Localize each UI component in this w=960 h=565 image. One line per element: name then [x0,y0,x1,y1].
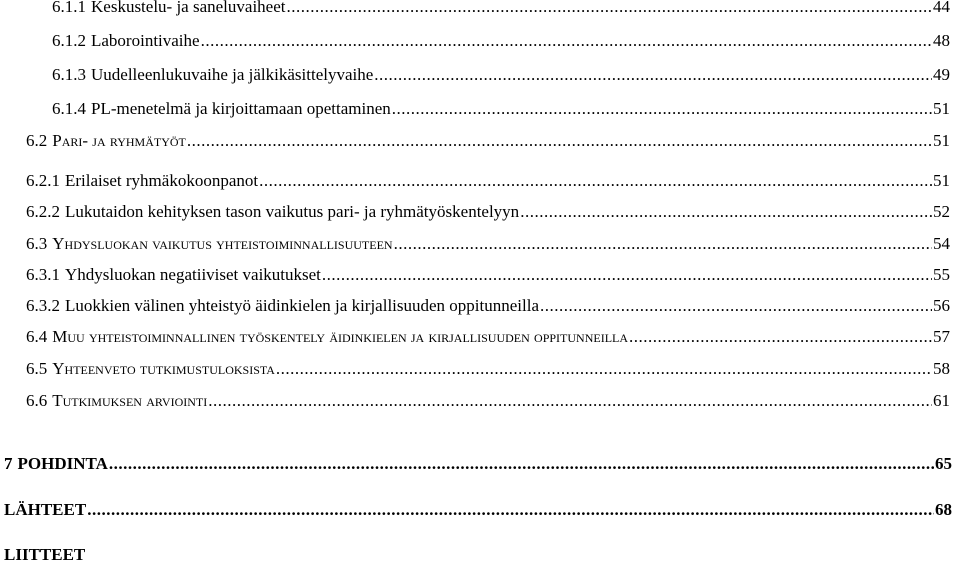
toc-entry-number: 6.3.1 [26,265,60,284]
toc-entry[interactable] [26,234,950,254]
toc-entry-page: 48 [933,31,950,50]
toc-entry-title: Pari- ja ryhmätyöt [52,131,186,150]
toc-entry[interactable] [26,171,950,191]
toc-entry-title: Tutkimuksen arviointi [52,391,208,410]
toc-entry[interactable] [52,99,950,119]
toc-entry-number: 6.1.2 [52,31,86,50]
toc-entry-number: 6.1.3 [52,65,86,84]
toc-entry[interactable] [26,391,950,411]
toc-leader-dots [208,391,932,411]
toc-entry-title: POHDINTA [17,454,108,473]
toc-entry-title: Lukutaidon kehityksen tason vaikutus pari- ja ryhmätyöskentelyyn [65,202,520,221]
toc-entry-number: 6.5 [26,359,48,378]
toc-entry-page: 52 [933,202,950,221]
toc-leader-dots [374,65,932,85]
toc-entry-page: 51 [933,171,950,190]
toc-leader-dots [540,296,932,316]
toc-entry-number: 6.4 [26,327,48,346]
toc-entry-page: 51 [933,131,950,150]
toc-entry-page: 58 [933,359,950,378]
toc-entry-title: Laborointivaihe [91,31,200,50]
toc-entry-page: 57 [933,327,950,346]
toc-leader-dots [394,234,932,254]
toc-entry-title: LIITTEET [4,545,86,564]
toc-leader-dots [287,0,933,17]
toc-entry-number: 6.3 [26,234,48,253]
toc-entry-number: 6.2.2 [26,202,60,221]
toc-entry[interactable] [52,31,950,51]
toc-leader-dots [87,500,934,520]
toc-entry-title: Luokkien välinen yhteistyö äidinkielen ja kirjallisuuden oppitunneilla [65,296,540,315]
toc-leader-dots [201,31,932,51]
toc-entry-title: Yhdysluokan negatiiviset vaikutukset [65,265,321,284]
toc-entry-number: 6.1.1 [52,0,86,16]
toc-entry-title: Keskustelu- ja saneluvaiheet [91,0,286,16]
toc-entry[interactable] [26,327,950,347]
toc-entry-number: 6.3.2 [26,296,60,315]
toc-entry-title: PL-menetelmä ja kirjoittamaan opettaminen [91,99,391,118]
toc-entry-chapter[interactable] [4,500,952,520]
toc-entry-page: 49 [933,65,950,84]
toc-entry-title: Yhdysluokan vaikutus yhteistoiminnallisuuteen [52,234,393,253]
toc-entry-page: 51 [933,99,950,118]
toc-entry-number: 6.6 [26,391,48,410]
toc-entry-number: 6.1.4 [52,99,86,118]
toc-entry-title: Uudelleenlukuvaihe ja jälkikäsittelyvaihe [91,65,374,84]
toc-leader-dots [187,131,932,151]
toc-entry-title: Muu yhteistoiminnallinen työskentely äidinkielen ja kirjallisuuden oppitunneilla [52,327,629,346]
toc-entry[interactable] [52,0,950,17]
toc-entry-title: Erilaiset ryhmäkokoonpanot [65,171,259,190]
toc-entry[interactable] [26,202,950,222]
toc-entry[interactable] [26,265,950,285]
toc-leader-dots [276,359,932,379]
toc-entry-number: 7 [4,454,13,473]
toc-entry[interactable] [26,296,950,316]
toc-entry-page: 65 [935,454,952,473]
toc-entry[interactable] [26,131,950,151]
toc-entry-page: 56 [933,296,950,315]
toc-leader-dots [322,265,932,285]
toc-entry[interactable] [26,359,950,379]
toc-entry[interactable] [52,65,950,85]
toc-entry-page: 54 [933,234,950,253]
toc-entry-page: 61 [933,391,950,410]
toc-entry-chapter[interactable] [4,454,952,474]
toc-entry-page: 55 [933,265,950,284]
toc-leader-dots [392,99,932,119]
toc-leader-dots [520,202,932,222]
toc-entry-title: LÄHTEET [4,500,87,519]
toc-entry-page: 44 [933,0,950,16]
toc-entry-chapter[interactable] [4,545,952,565]
toc-entry-title: Yhteenveto tutkimustuloksista [52,359,275,378]
toc-entry-number: 6.2.1 [26,171,60,190]
toc-leader-dots [629,327,932,347]
toc-entry-number: 6.2 [26,131,48,150]
toc-entry-page: 68 [935,500,952,519]
toc-leader-dots [109,454,934,474]
toc-leader-dots [259,171,932,191]
